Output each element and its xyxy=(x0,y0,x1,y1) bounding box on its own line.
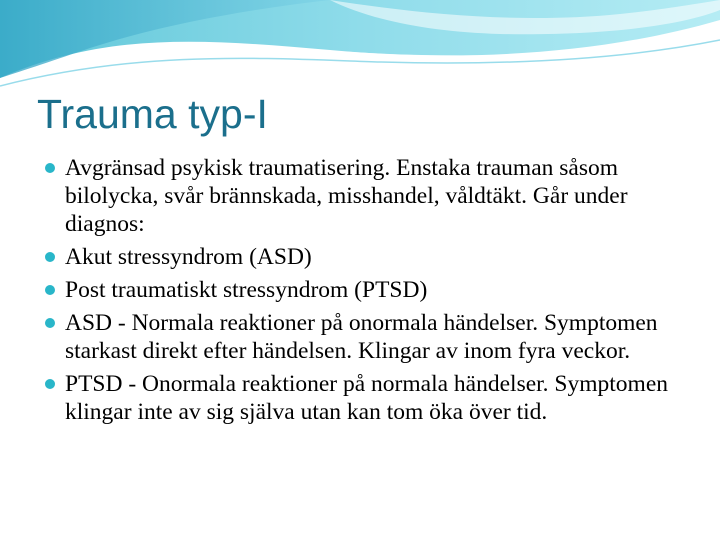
list-item xyxy=(43,370,673,426)
bullet-text: Akut stressyndrom (ASD) xyxy=(65,244,312,270)
slide-title: Trauma typ-I xyxy=(37,91,268,137)
bullet-list xyxy=(43,154,673,431)
list-item xyxy=(43,154,673,238)
list-item xyxy=(43,243,673,271)
bullet-dot-icon xyxy=(45,285,55,295)
bullet-dot-icon xyxy=(45,252,55,262)
bullet-dot-icon xyxy=(45,163,55,173)
list-item xyxy=(43,309,673,365)
bullet-dot-icon xyxy=(45,379,55,389)
bullet-text: Post traumatiskt stressyndrom (PTSD) xyxy=(65,277,428,303)
list-item xyxy=(43,276,673,304)
bullet-text: ASD - Normala reaktioner på onormala händelser. Symptomen starkast direkt efter händelsen. Klingar av inom fyra veckor. xyxy=(65,310,658,364)
bullet-text: PTSD - Onormala reaktioner på normala händelser. Symptomen klingar inte av sig själva utan kan tom öka över tid. xyxy=(65,371,669,425)
bullet-dot-icon xyxy=(45,318,55,328)
bullet-text: Avgränsad psykisk traumatisering. Enstaka trauman såsom bilolycka, svår brännskada, misshandel, våldtäkt. Går under diagnos: xyxy=(65,155,628,237)
decorative-wave-header xyxy=(0,0,720,90)
